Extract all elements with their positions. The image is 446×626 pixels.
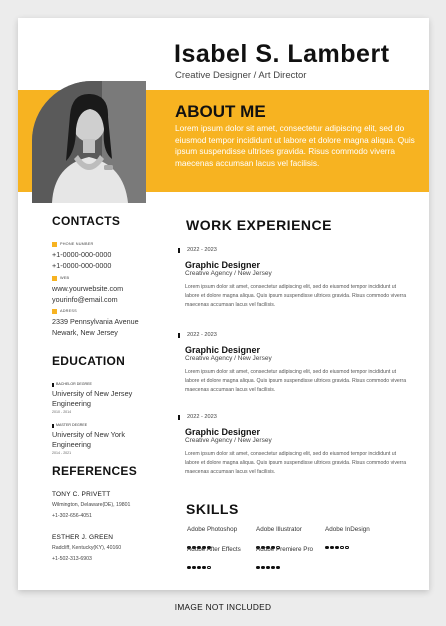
skill-dot bbox=[187, 566, 191, 570]
reference-name: TONY C. PRIVETT bbox=[52, 491, 111, 498]
contact-value: +1-0000-000-0000 bbox=[52, 250, 112, 259]
job-description: Lorem ipsum dolor sit amet, consectetur adipiscing elit, sed do eiusmod tempor incididunt ut labore et dolore magna aliqua. Quis ipsum suspendisse ultrices gravida. Risus commodo viverra maecenas accumsan lacus vel facilisis. bbox=[185, 369, 407, 393]
skill-dot bbox=[202, 566, 206, 570]
contact-value: 2339 Pennsylvania Avenue bbox=[52, 317, 139, 326]
skill-rating bbox=[256, 536, 302, 540]
bullet-marker bbox=[178, 333, 180, 338]
contacts-title: CONTACTS bbox=[52, 214, 121, 228]
skill-name: Adobe After Effects bbox=[187, 546, 241, 553]
bullet-marker bbox=[178, 248, 180, 253]
job-company: Creative Agency / New Jersey bbox=[185, 355, 272, 362]
skill-name: Adobe Illustrator bbox=[256, 526, 302, 533]
resume-role: Creative Designer / Art Director bbox=[175, 70, 307, 81]
skill-dot bbox=[266, 566, 270, 570]
reference-address: Radcliff, Kentucky(KY), 40160 bbox=[52, 545, 122, 551]
contact-label: ADRESS bbox=[60, 309, 77, 313]
skill-dot bbox=[276, 566, 280, 570]
skill-dot bbox=[197, 566, 201, 570]
skill-dot bbox=[192, 566, 196, 570]
skill-dot bbox=[345, 546, 349, 550]
reference-address: Wilmington, Delaware(DE), 19801 bbox=[52, 502, 131, 508]
reference-name: ESTHER J. GREEN bbox=[52, 534, 114, 541]
skill-item bbox=[256, 546, 313, 560]
skill-dot bbox=[271, 566, 275, 570]
job-title: Graphic Designer bbox=[185, 260, 261, 270]
contact-value: Newark, New Jersey bbox=[52, 328, 118, 337]
reference-phone: +1-502-313-6903 bbox=[52, 556, 92, 562]
school-name: University of New Jersey bbox=[52, 389, 133, 398]
job-date: 2022 - 2023 bbox=[187, 247, 217, 253]
profile-photo bbox=[32, 81, 146, 203]
job-description: Lorem ipsum dolor sit amet, consectetur adipiscing elit, sed do eiusmod tempor incididunt ut labore et dolore magna aliqua. Quis ipsum suspendisse ultrices gravida. Risus commodo viverra maecenas accumsan lacus vel facilisis. bbox=[185, 451, 407, 475]
contact-label: PHONE NUMBER bbox=[60, 242, 94, 246]
person-silhouette-icon bbox=[32, 81, 146, 203]
location-icon bbox=[52, 309, 57, 314]
skill-name: Adobe InDesign bbox=[325, 526, 370, 533]
job-title: Graphic Designer bbox=[185, 427, 261, 437]
contact-value: +1-0000-000-0000 bbox=[52, 261, 112, 270]
website-link[interactable]: www.yourwebsite.com bbox=[52, 284, 124, 293]
school-field: Engineering bbox=[52, 399, 91, 408]
school-name: University of New York bbox=[52, 430, 125, 439]
skill-dot bbox=[256, 566, 260, 570]
job-description: Lorem ipsum dolor sit amet, consectetur adipiscing elit, sed do eiusmod tempor incididunt ut labore et dolore magna aliqua. Quis ipsum suspendisse ultrices gravida. Risus commodo viverra maecenas accumsan lacus vel facilisis. bbox=[185, 284, 407, 308]
skill-dot bbox=[335, 546, 339, 550]
skill-item bbox=[325, 526, 370, 540]
education-title: EDUCATION bbox=[52, 354, 126, 368]
phone-icon bbox=[52, 242, 57, 247]
skill-rating bbox=[187, 536, 237, 540]
job-company: Creative Agency / New Jersey bbox=[185, 437, 272, 444]
globe-icon bbox=[52, 276, 57, 281]
skill-dot bbox=[261, 566, 265, 570]
education-years: 2014 - 2021 bbox=[52, 451, 72, 455]
skill-item bbox=[187, 526, 237, 540]
about-title: ABOUT ME bbox=[175, 102, 266, 121]
skill-item bbox=[187, 546, 241, 560]
contact-label: WEB bbox=[60, 276, 70, 280]
skill-dot bbox=[325, 546, 329, 550]
resume-sheet bbox=[18, 18, 429, 590]
job-date: 2022 - 2023 bbox=[187, 414, 217, 420]
reference-phone: +1-302-656-4051 bbox=[52, 513, 92, 519]
about-text: Lorem ipsum dolor sit amet, consectetur adipiscing elit, sed do eiusmod tempor incididunt ut labore et dolore magna aliqua. Quis ipsum suspendisse ultrices gravida. Risus commodo viverra maecenas accumsan lacus vel facilisis. bbox=[175, 123, 415, 169]
bullet-marker bbox=[178, 415, 180, 420]
skill-name: Adobe Premiere Pro bbox=[256, 546, 314, 553]
references-title: REFERENCES bbox=[52, 464, 138, 478]
education-years: 2010 - 2014 bbox=[52, 410, 72, 414]
skill-dot bbox=[207, 566, 211, 570]
skill-rating bbox=[325, 536, 370, 540]
footer-note: IMAGE NOT INCLUDED bbox=[174, 602, 272, 612]
work-title: WORK EXPERIENCE bbox=[186, 217, 332, 233]
degree-label: MASTER DEGREE bbox=[56, 423, 88, 427]
degree-label: BACHELOR DEGREE bbox=[56, 382, 92, 386]
skill-rating bbox=[256, 556, 313, 560]
school-field: Engineering bbox=[52, 440, 91, 449]
skill-dot bbox=[330, 546, 334, 550]
skill-item bbox=[256, 526, 302, 540]
skill-rating bbox=[187, 556, 241, 560]
job-date: 2022 - 2023 bbox=[187, 332, 217, 338]
skill-name: Adobe Photoshop bbox=[187, 526, 238, 533]
skill-dot bbox=[340, 546, 344, 550]
email-link[interactable]: yourinfo@email.com bbox=[52, 295, 118, 304]
skills-title: SKILLS bbox=[186, 501, 239, 517]
job-title: Graphic Designer bbox=[185, 345, 261, 355]
resume-name: Isabel S. Lambert bbox=[174, 40, 390, 68]
job-company: Creative Agency / New Jersey bbox=[185, 270, 272, 277]
